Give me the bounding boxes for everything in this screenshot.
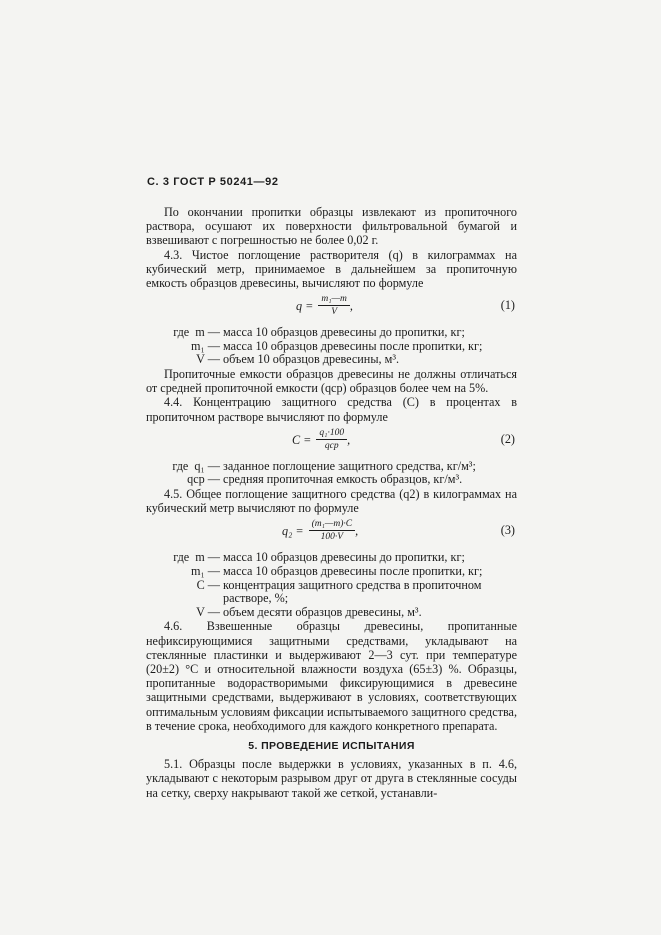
formula-3-denominator: 100·V (320, 532, 344, 543)
paragraph-4-3: 4.3. Чистое поглощение растворителя (q) в килограммах на кубический метр, принимаемое в дальнейшем за пропиточную емкость образцов древесины, вычисляют по формуле (146, 247, 517, 291)
paragraph-5-1: 5.1. Образцы после выдержки в условиях, указанных в п. 4.6, укладывают с некоторым разрывом друг от друга в стеклянные сосуды на сетку, сверху накрывают такой же сеткой, устанавли- (146, 757, 517, 800)
where-list-1 (146, 326, 517, 367)
formula-2-tail: , (347, 432, 351, 447)
paragraph-4-6: 4.6. Взвешенные образцы древесины, пропитанные нефиксирующимися защитными средствами, укладывают на стеклянные пластинки и выдерживают 2—3 сут. при температуре (20±2) °С и относительной влажности воздуха (65±3) %. Образцы, пропитанные водорастворимыми фиксирующимися в древесине защитными средствами, выдерживают в условиях, соответствующих оптимальным условиям фиксации испытываемого защитного средства, в течение срока, необходимого для каждого конкретного препарата. (146, 619, 517, 733)
where-list-3 (146, 551, 517, 619)
formula-2 (146, 426, 517, 458)
formula-1-tail: , (349, 299, 353, 314)
page-content (146, 205, 517, 800)
paragraph-4-5: 4.5. Общее поглощение защитного средства (q2) в килограммах на кубический метр вычисляют по формуле (146, 487, 517, 516)
formula-2-numerator: q₁·100 (316, 428, 347, 440)
where-list-2 (146, 460, 517, 487)
where-item: где m — масса 10 образцов древесины до пропитки, кг; (173, 325, 465, 340)
formula-1-numerator: m₁—m (318, 294, 349, 306)
formula-1-denominator: V (331, 307, 338, 318)
where-item: где q₁ — заданное поглощение защитного средства, кг/м³; (172, 458, 476, 473)
formula-2-number: (2) (500, 431, 515, 446)
formula-3-numerator: (m₁—m)·C (309, 519, 356, 531)
where-item: C — концентрация защитного средства в пропиточном растворе, %; (196, 577, 482, 606)
page-header: С. 3 ГОСТ Р 50241—92 (147, 176, 279, 188)
paragraph-capacity-note: Пропиточные емкости образцов древесины не должны отличаться от средней пропиточной емкости (qср) образцов более чем на 5%. (146, 367, 517, 396)
where-item: m₁ — масса 10 образцов древесины после пропитки, кг; (191, 338, 483, 353)
formula-3-number: (3) (500, 523, 515, 538)
formula-2-denominator: qср (324, 440, 339, 451)
formula-3-tail: , (355, 524, 359, 539)
where-item: qср — средняя пропиточная емкость образцов, кг/м³. (187, 472, 463, 487)
where-item: где m — масса 10 образцов древесины до пропитки, кг; (173, 550, 465, 565)
formula-2-lhs: C = (292, 432, 312, 447)
formula-3 (146, 517, 517, 549)
formula-1 (146, 292, 517, 324)
section-title-5: 5. ПРОВЕДЕНИЕ ИСПЫТАНИЯ (248, 740, 415, 752)
formula-3-lhs: q₂ = (282, 524, 304, 539)
where-item: V — объем десяти образцов древесины, м³. (196, 604, 422, 619)
paragraph-4-4: 4.4. Концентрацию защитного средства (C) в процентах в пропиточном растворе вычисляют по формуле (146, 395, 517, 424)
paragraph-p1: По окончании пропитки образцы извлекают из пропиточного раствора, осушают их поверхности фильтровальной бумагой и взвешивают с погрешностью не более 0,02 г. (146, 205, 517, 248)
where-item: m₁ — масса 10 образцов древесины после пропитки, кг; (191, 564, 483, 578)
formula-1-lhs: q = (296, 299, 314, 314)
where-item: V — объем 10 образцов древесины, м³. (196, 352, 400, 367)
formula-1-number: (1) (500, 298, 515, 313)
